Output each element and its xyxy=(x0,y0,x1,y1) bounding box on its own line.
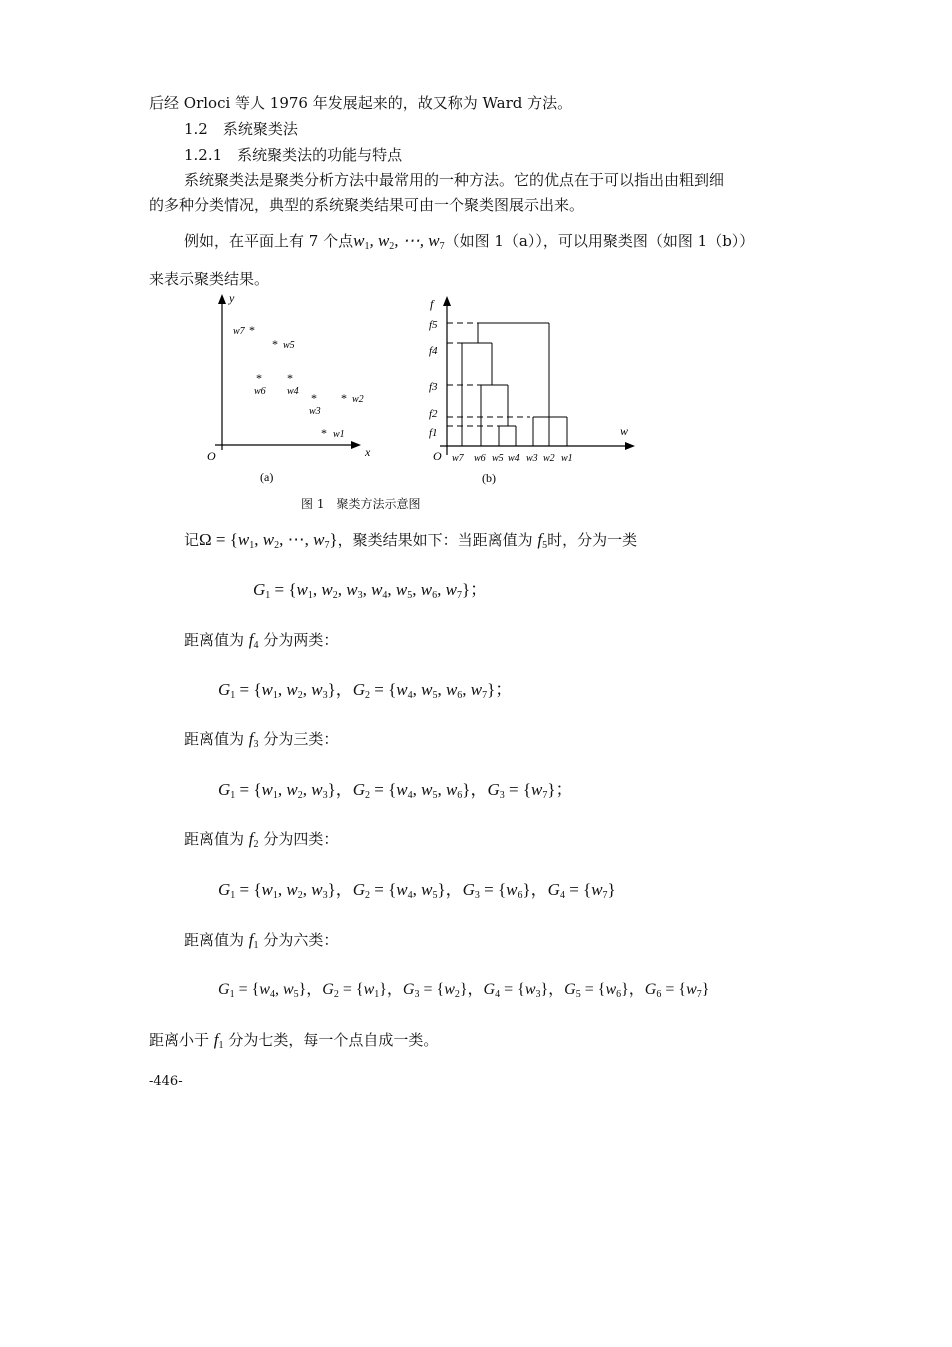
origin-label: O xyxy=(433,449,442,463)
math-inline: $\Omega = \{w_1$, $w_2$, ⋯, $w_7$} xyxy=(199,530,338,551)
math-inline: $f_1$ xyxy=(248,930,259,951)
leaf-label: w1 xyxy=(561,453,573,464)
axis-f-label: f xyxy=(430,297,434,311)
text-span: 分为两类： xyxy=(263,631,339,649)
axis-y-label: y xyxy=(229,291,235,305)
text-span: 例如，在平面上有 7 个点 xyxy=(184,232,354,250)
origin-label: O xyxy=(207,449,216,463)
math-equation: $G_1 = \{w_1$, $w_2$, $w_3$}，$G_2 = \{w_4$, $w_5$, $w_6$}，$G_3 = \{w_7\}$； xyxy=(218,780,573,801)
text-span: 分为三类： xyxy=(263,730,339,748)
section-heading: 1.2 系统聚类法 xyxy=(184,120,298,138)
text-line xyxy=(184,231,754,257)
axis-x-label: x xyxy=(365,445,371,459)
math-equation: $G_1 = \{w_4$, $w_5$}，$G_2 = \{w_1\}$，$G_3 = \{w_2\}$，$G_4 = \{w_3\}$，$G_5 = \{w_6\}$，$G_6 = \{w_7\}$ xyxy=(218,981,710,1000)
text-span: 距离值为 xyxy=(184,730,245,748)
text-span: 距离值为 xyxy=(184,631,245,649)
text-line: 系统聚类法是聚类分析方法中最常用的一种方法。它的优点在于可以指出由粗到细 xyxy=(184,171,725,189)
text-line: 后经 Orloci 等人 1976 年发展起来的，故又称为 Ward 方法。 xyxy=(149,94,573,112)
level-label: f3 xyxy=(429,381,438,393)
math-inline: $f_3$ xyxy=(248,729,259,750)
leaf-label: w2 xyxy=(543,453,555,464)
point-marker: * xyxy=(321,426,327,440)
point-marker: * xyxy=(311,391,317,405)
text-span: （如图 1（a）），可以用聚类图（如图 1（b）） xyxy=(444,232,755,250)
point-label: w1 xyxy=(333,429,345,440)
point-label: w2 xyxy=(352,394,364,405)
math-equation: $G_1 = \{w_1$, $w_2$, $w_3$}，$G_2 = \{w_4$, $w_5$}，$G_3 = \{w_6\}$，$G_4 = \{w_7\}$ xyxy=(218,880,616,901)
text-span: 记 xyxy=(184,531,200,549)
math-inline: $f_4$ xyxy=(248,630,259,651)
cluster-figure xyxy=(195,290,675,510)
leaf-label: w3 xyxy=(526,453,538,464)
text-span: 距离值为 xyxy=(184,931,245,949)
point-marker: * xyxy=(287,371,293,385)
text-span: 分为七类，每一个点自成一类。 xyxy=(228,1031,439,1049)
math-equation: $G_1 = \{w_1$, $w_2$, $w_3$, $w_4$, $w_5$, $w_6$, $w_7$}； xyxy=(253,580,488,601)
point-label: w7 xyxy=(233,326,245,337)
point-marker: * xyxy=(249,323,255,337)
figure-label-b: (b) xyxy=(482,471,496,485)
point-label: w4 xyxy=(287,386,299,397)
level-label: f1 xyxy=(429,427,438,439)
text-span: 距离值为 xyxy=(184,830,245,848)
leaf-label: w4 xyxy=(508,453,520,464)
text-line: 的多种分类情况，典型的系统聚类结果可由一个聚类图展示出来。 xyxy=(149,196,585,214)
math-inline: $f_2$ xyxy=(248,829,259,850)
text-line xyxy=(184,829,338,855)
level-label: f4 xyxy=(429,345,438,357)
text-line xyxy=(184,630,338,656)
text-line: 来表示聚类结果。 xyxy=(149,270,270,288)
text-span: 距离小于 xyxy=(149,1031,210,1049)
math-inline: $w_1$, $w_2$, ⋯, $w_7$ xyxy=(353,231,445,252)
leaf-label: w7 xyxy=(452,453,464,464)
figure-label-a: (a) xyxy=(260,470,274,484)
text-line xyxy=(184,930,338,956)
point-label: w5 xyxy=(283,340,295,351)
text-line xyxy=(149,1030,438,1056)
axis-w-label: w xyxy=(620,424,629,438)
text-span: 分为六类： xyxy=(263,931,339,949)
text-span: ，聚类结果如下：当距离值为 xyxy=(337,531,533,549)
leaf-label: w6 xyxy=(474,453,486,464)
text-span: 分为四类： xyxy=(263,830,339,848)
math-inline: $f_1$ xyxy=(213,1030,224,1051)
math-equation: $G_1 = \{w_1$, $w_2$, $w_3$}，$G_2 = \{w_4$, $w_5$, $w_6$, $w_7$}； xyxy=(218,680,513,701)
point-label: w3 xyxy=(309,406,321,417)
page-number: -446- xyxy=(149,1074,183,1089)
math-inline: $f_5$ xyxy=(537,530,548,551)
point-marker: * xyxy=(272,337,278,351)
level-label: f5 xyxy=(429,319,438,331)
text-line xyxy=(184,530,637,556)
figure-caption: 图 1 聚类方法示意图 xyxy=(301,497,421,511)
text-span: 时，分为一类 xyxy=(547,531,638,549)
subsection-heading: 1.2.1 系统聚类法的功能与特点 xyxy=(184,146,403,164)
level-label: f2 xyxy=(429,408,438,420)
point-marker: * xyxy=(256,371,262,385)
text-line xyxy=(184,729,338,755)
point-label: w6 xyxy=(254,386,266,397)
point-marker: * xyxy=(341,391,347,405)
leaf-label: w5 xyxy=(492,453,504,464)
